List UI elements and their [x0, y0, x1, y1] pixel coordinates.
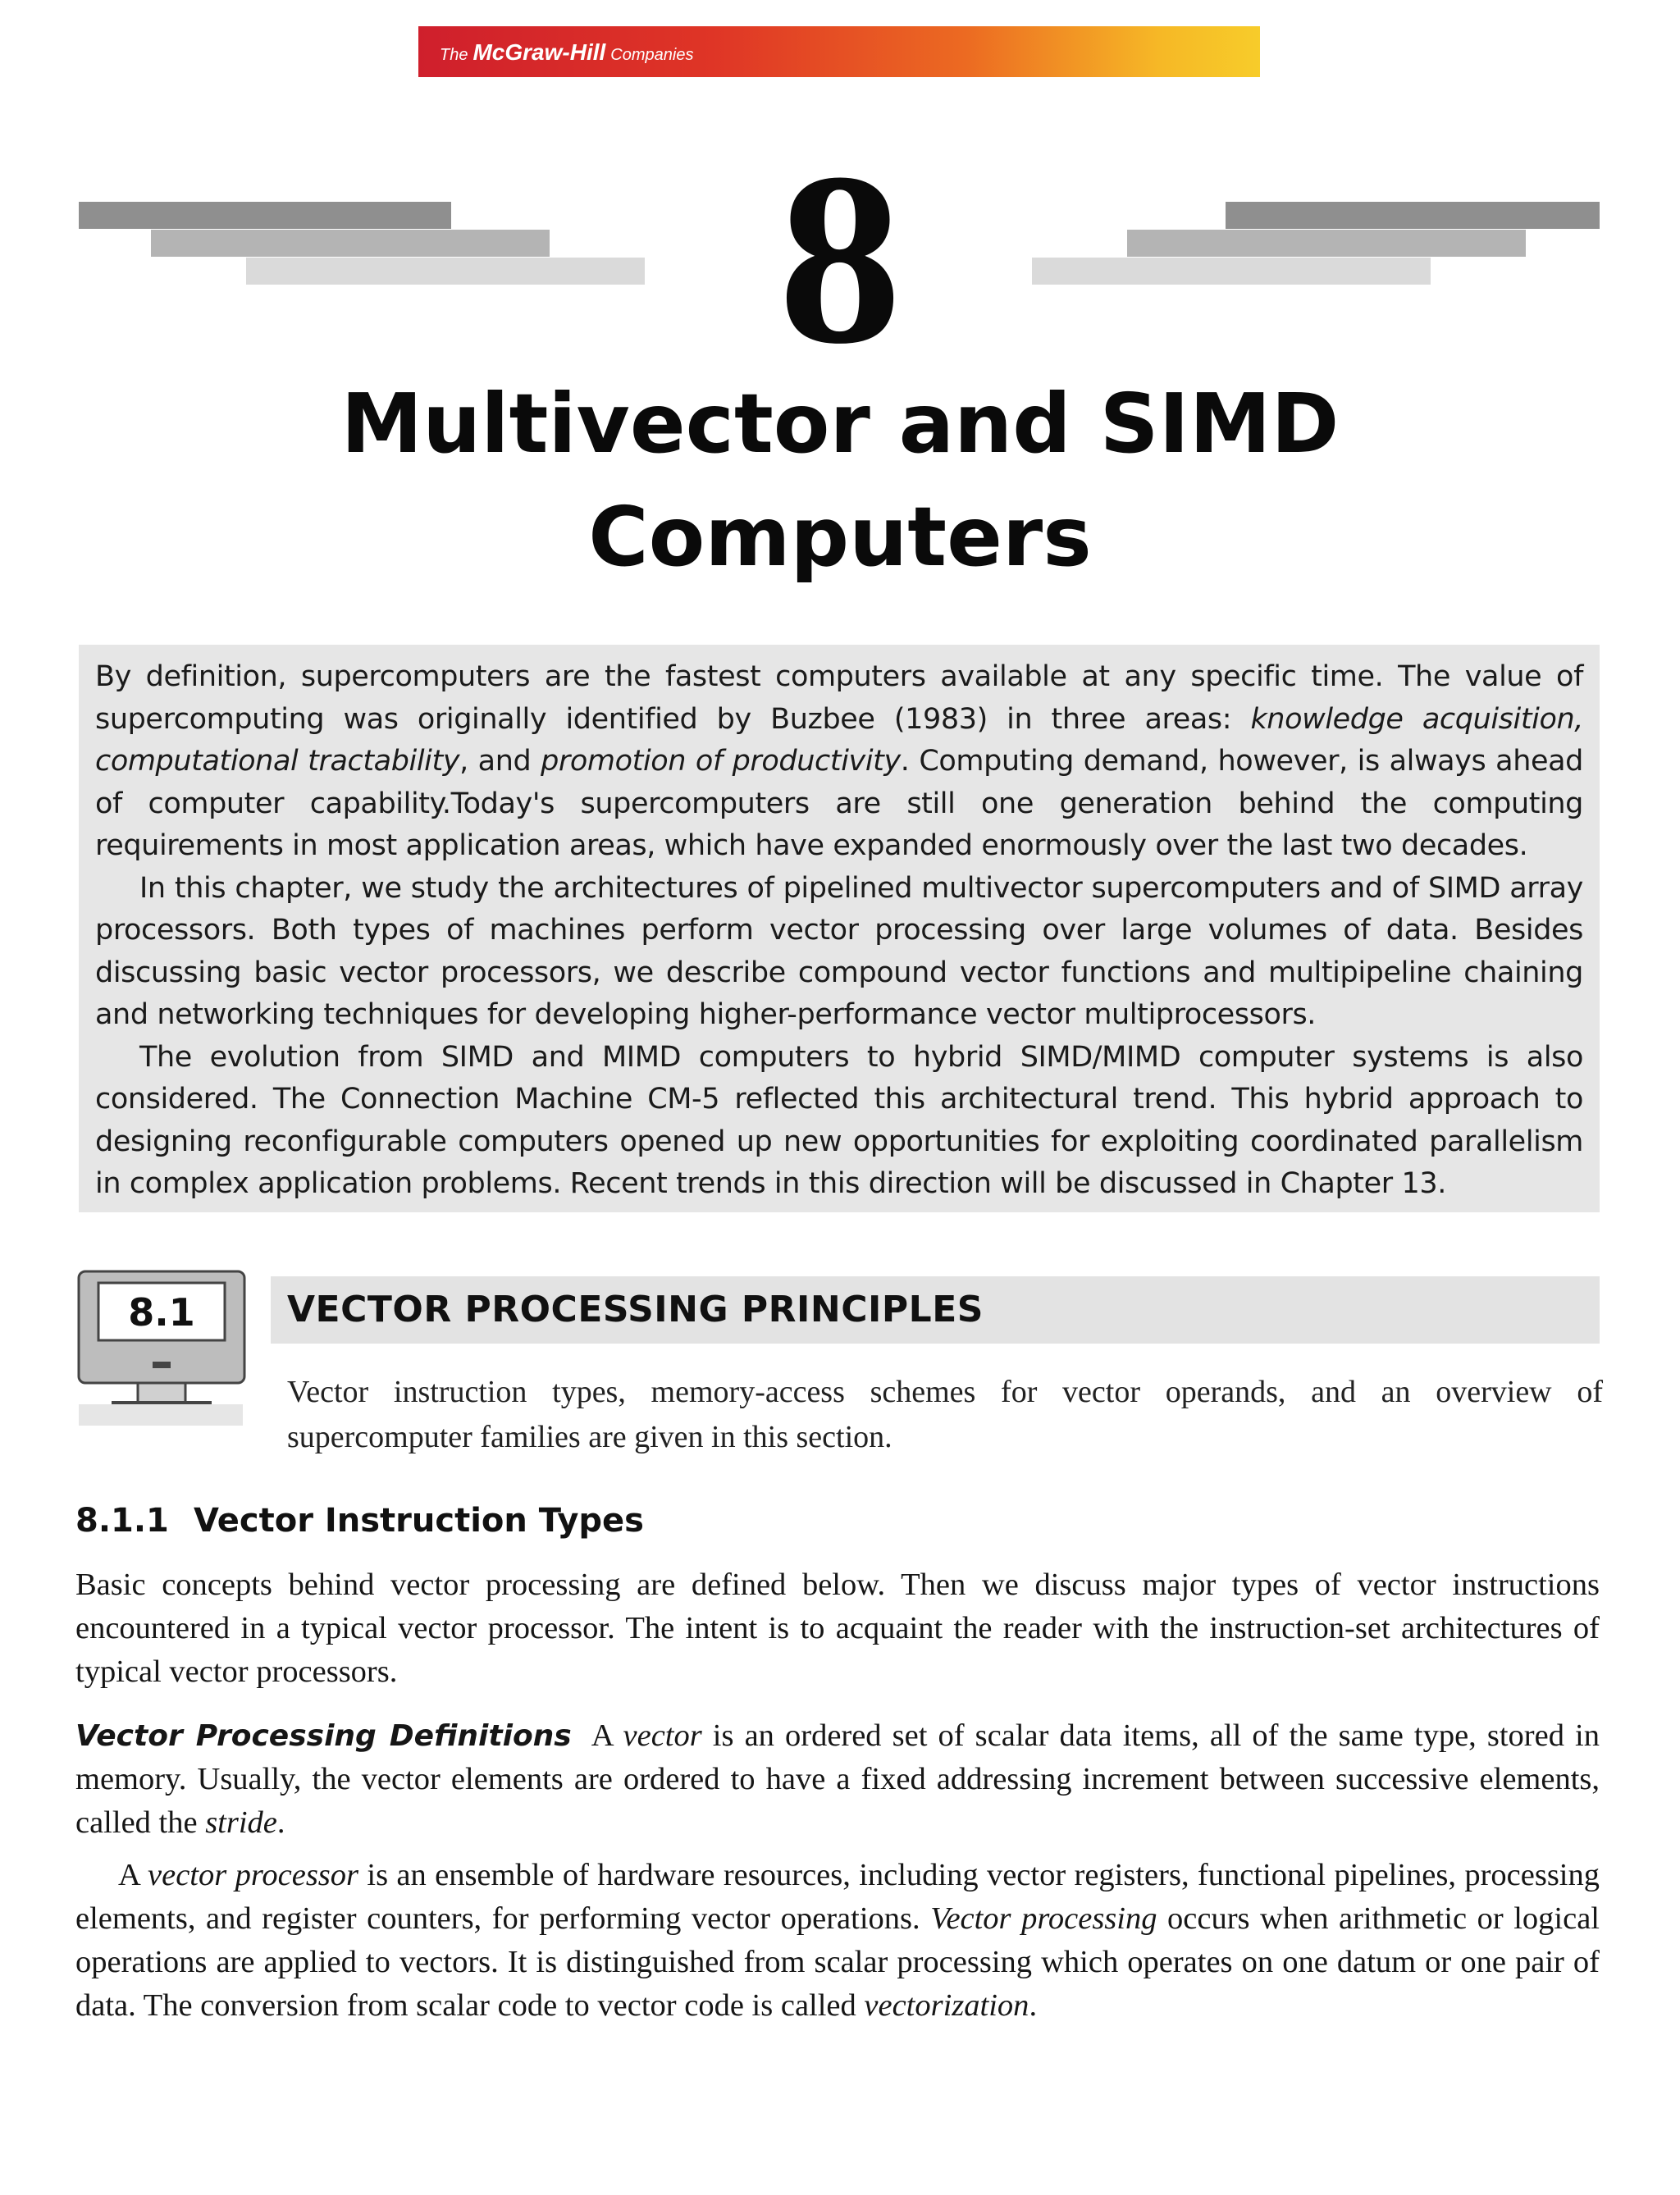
abstract-paragraph-3: The evolution from SIMD and MIMD computers to hybrid SIMD/MIMD computer systems is also considered. The Connection Machine CM-5 reflected this architectural trend. This hybrid approach to designing reconfigurable computers opened up new opportunities for exploiting coordinated parallelism in complex application problems. Recent trends in this direction will be discussed in Chapter 13.	[95, 1040, 1583, 1200]
subsection-heading	[75, 1498, 644, 1544]
subsection-title: Vector Instruction Types	[194, 1502, 644, 1540]
body-text: is an ensemble of hardware resources, including vector registers, functional pipelines, processing elements, and register counters, for performing vector operations.	[75, 1858, 1600, 1936]
definition-paragraph-vector	[75, 1714, 1600, 1845]
publisher-brand: McGraw-Hill	[472, 39, 606, 65]
definition-paragraph-vector-processor	[75, 1854, 1600, 2028]
body-text: is an ordered set of scalar data items, all of the same type, stored in memory. Usually, the vector elements are ordered to have a fixed addressing increment between successive elements, called the	[75, 1718, 1600, 1840]
abstract-emphasis: promotion of productivity	[541, 745, 901, 778]
section-title: VECTOR PROCESSING PRINCIPLES	[287, 1289, 984, 1330]
chapter-title-line-2: Computers	[588, 489, 1092, 585]
body-text: A	[591, 1718, 623, 1753]
publisher-logo	[440, 39, 693, 66]
section-number: 8.1	[128, 1290, 195, 1335]
body-text: .	[276, 1805, 285, 1840]
publisher-suffix: Companies	[610, 46, 694, 64]
abstract-paragraph-2: In this chapter, we study the architectures of pipelined multivector supercomputers and of SIMD array processors. Both types of machines perform vector processing over large volumes of data. Besides discussing basic vector processors, we describe compound vector functions and multipipeline chaining and networking techniques for developing higher-performance vector multiprocessors.	[95, 871, 1583, 1031]
body-text: A	[118, 1858, 148, 1892]
subsection-number: 8.1.1	[75, 1502, 169, 1540]
chapter-number: 8	[778, 122, 902, 395]
defined-term: vector processor	[148, 1858, 359, 1892]
chapter-title	[0, 367, 1680, 594]
chapter-abstract	[79, 645, 1600, 1212]
section-marker-shadow	[79, 1404, 243, 1426]
publisher-banner	[418, 26, 1260, 77]
body-text: occurs when arithmetic or logical operations are applied to vectors. It is distinguished from scalar processing which operates on one datum or one pair of data. The conversion from scalar code to vector code is called	[75, 1901, 1600, 2023]
defined-term: vector	[623, 1718, 702, 1753]
run-in-heading: Vector Processing Definitions	[75, 1719, 572, 1753]
abstract-text: , and	[459, 745, 541, 778]
body-text: .	[1029, 1988, 1038, 2023]
abstract-paragraph-1	[95, 656, 1583, 868]
chapter-title-line-1: Multivector and SIMD	[340, 376, 1340, 472]
defined-term: stride	[205, 1805, 277, 1840]
abstract-emphasis: knowledge acquisition, computational tractability	[95, 702, 1583, 778]
publisher-prefix: The	[440, 46, 468, 64]
body-paragraph-1: Basic concepts behind vector processing are defined below. Then we discuss major types of vector instructions encountered in a typical vector processor. The intent is to acquaint the reader with the instruction-set architectures of typical vector processors.	[75, 1568, 1600, 1689]
abstract-text: . Computing demand, however, is always ahead of computer capability.Today's supercomputers are still one generation behind the computing requirements in most application areas, which have expanded enormously over the last two decades.	[95, 745, 1583, 862]
defined-term: Vector processing	[930, 1901, 1157, 1936]
section-intro: Vector instruction types, memory-access schemes for vector operands, and an overview of supercomputer families are given in this section.	[287, 1375, 1603, 1454]
section-heading-bar	[271, 1276, 1600, 1344]
defined-term: vectorization	[864, 1988, 1029, 2023]
abstract-text: By definition, supercomputers are the fastest computers available at any specific time. The value of supercomputing was originally identified by Buzbee (1983) in three areas:	[95, 660, 1583, 736]
